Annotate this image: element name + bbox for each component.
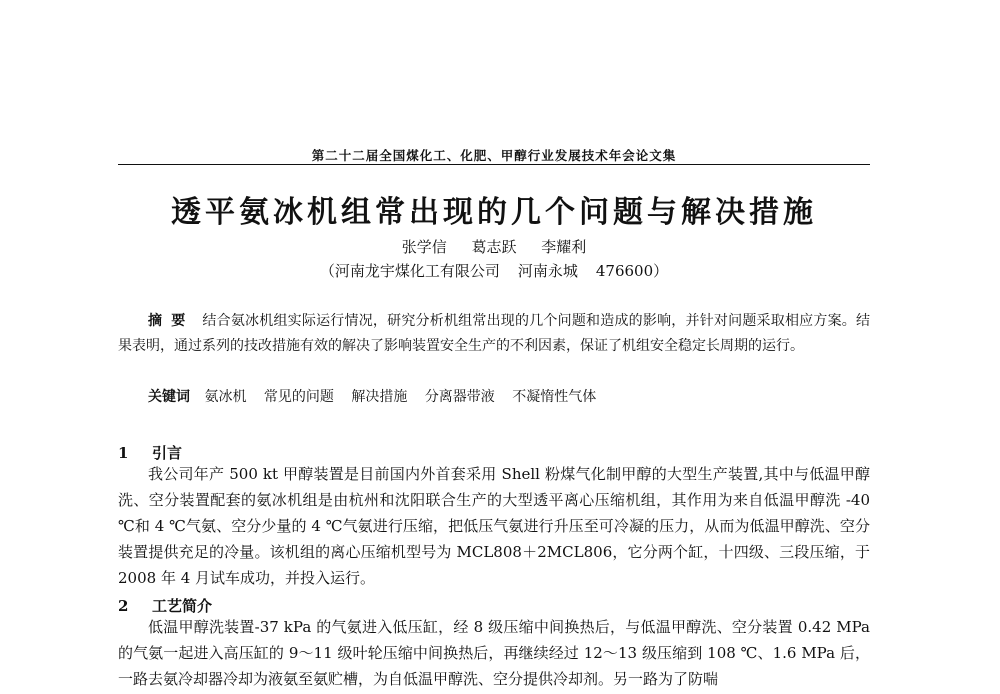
abstract-label: 摘要 [148,313,195,329]
keyword: 分离器带液 [424,389,495,405]
affiliation-open-paren: （ [319,262,335,280]
section-title: 工艺简介 [152,597,213,615]
author-name: 葛志跃 [471,238,517,256]
affiliation [118,260,870,281]
affiliation-company: 河南龙宇煤化工有限公司 [334,262,500,280]
section-title: 引言 [152,444,183,462]
section-number: 1 [118,444,129,462]
section-heading-introduction [118,442,182,463]
section-heading-process [118,595,212,616]
keyword: 氨冰机 [204,389,247,405]
abstract-text: 结合氨冰机组实际运行情况，研究分析机组常出现的几个问题和造成的影响，并针对问题采取相应方案。结果表明，通过系列的技改措施有效的解决了影响装置安全生产的不利因素，保证了机组安全稳定长周期的运行。 [118,313,871,354]
running-header: 第二十二届全国煤化工、化肥、甲醇行业发展技术年会论文集 [311,148,677,163]
keywords-label: 关键词 [148,389,190,405]
affiliation-close-paren: ） [653,262,669,280]
author-name: 张学信 [401,238,447,256]
keyword: 解决措施 [351,389,408,405]
affiliation-postcode: 476600 [595,262,654,280]
keywords [148,386,870,408]
section-paragraph-process: 低温甲醇洗装置-37 kPa 的气氨进入低压缸，经 8 级压缩中间换热后，与低温甲醇洗、空分装置 0.42 MPa 的气氨一起进入高压缸的 9～11 级叶轮压缩中间换热后，再继续经过 12～13 级压缩到 108 ℃、1.6 MPa 后，一路去氨冷却器冷却为液氨至氨贮槽，为自低温甲醇洗、空分提供冷却剂。另一路为了防喘 [118,618,870,688]
keyword: 常见的问题 [263,389,334,405]
section-number: 2 [118,597,129,615]
section-paragraph-introduction: 我公司年产 500 kt 甲醇装置是目前国内外首套采用 Shell 粉煤气化制甲醇的大型生产装置,其中与低温甲醇洗、空分装置配套的氨冰机组是由杭州和沈阳联合生产的大型透平离心压缩机组，其作用为来自低温甲醇洗 -40 ℃和 4 ℃气氨、空分少量的 4 ℃气氨进行压缩，把低压气氨进行升压至可冷凝的压力，从而为低温甲醇洗、空分装置提供充足的冷量。该机组的离心压缩机型号为 MCL808＋2MCL806，它分两个缸，十四级、三段压缩，于 2008 年 4 月试车成功，并投入运行。 [118,465,870,587]
keyword: 不凝惰性气体 [512,389,597,405]
affiliation-city: 河南永城 [517,262,578,280]
header-rule [118,164,870,165]
author-name: 李耀利 [541,238,587,256]
abstract [118,309,870,359]
author-list [118,236,870,257]
paper-title: 透平氨冰机组常出现的几个问题与解决措施 [171,195,817,230]
